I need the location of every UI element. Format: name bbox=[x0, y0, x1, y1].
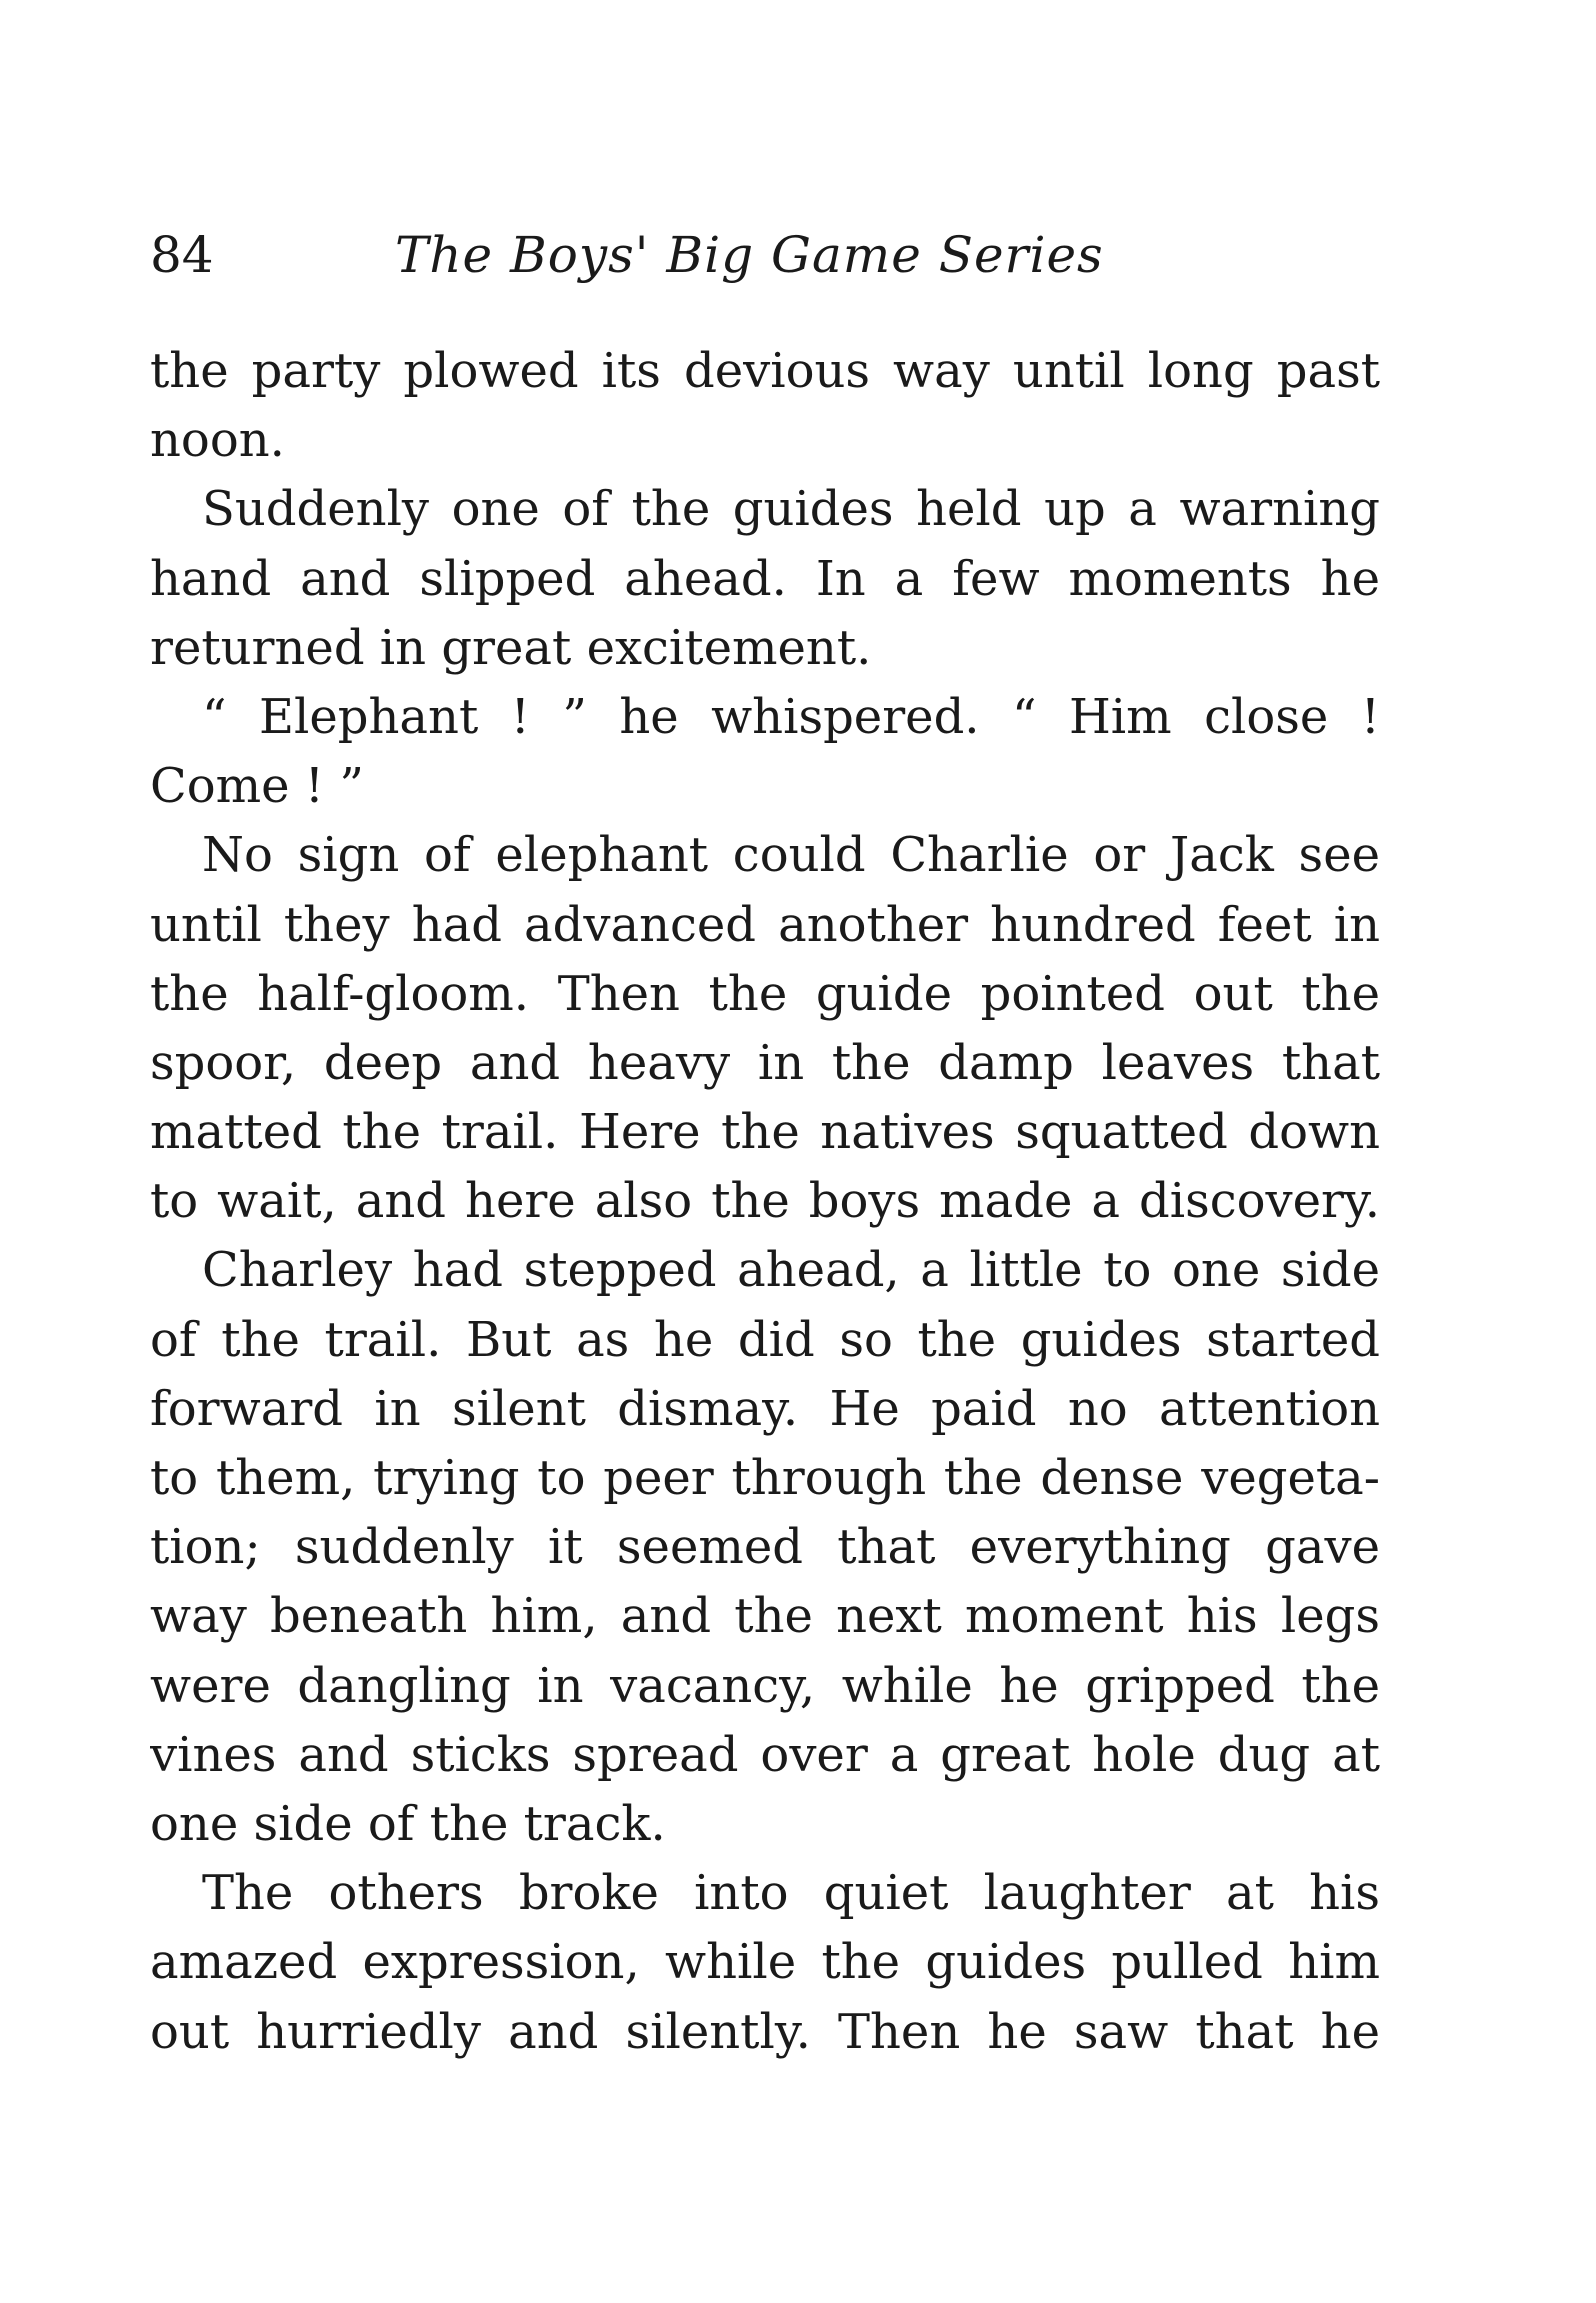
text-line: “ Elephant ! ” he whispered. “ Him close ! bbox=[202, 688, 1380, 745]
text-line: one side of the track. bbox=[150, 1795, 666, 1852]
text-line: noon. bbox=[150, 412, 285, 469]
text-line: matted the trail. Here the natives squatted down bbox=[150, 1104, 1380, 1161]
running-head bbox=[150, 225, 1380, 285]
text-line: tion; suddenly it seemed that everything gave bbox=[150, 1519, 1380, 1576]
running-title: The Boys' Big Game Series bbox=[395, 226, 1104, 284]
text-line: to wait, and here also the boys made a discovery. bbox=[150, 1173, 1380, 1230]
text-line: spoor, deep and heavy in the damp leaves that bbox=[150, 1034, 1380, 1091]
text-line: the party plowed its devious way until long past bbox=[150, 343, 1380, 399]
text-line: until they had advanced another hundred feet in bbox=[150, 896, 1380, 953]
text-line: out hurriedly and silently. Then he saw that he bbox=[150, 2003, 1380, 2060]
text-line: hand and slipped ahead. In a few moments he bbox=[150, 550, 1380, 607]
text-line: the half-gloom. Then the guide pointed out the bbox=[150, 965, 1380, 1022]
text-line: No sign of elephant could Charlie or Jack see bbox=[202, 827, 1380, 884]
text-line: Come ! ” bbox=[150, 758, 364, 815]
text-line: Suddenly one of the guides held up a warning bbox=[202, 481, 1380, 538]
text-line: The others broke into quiet laughter at his bbox=[202, 1865, 1380, 1922]
text-line: of the trail. But as he did so the guides started bbox=[150, 1311, 1380, 1368]
body-text bbox=[150, 337, 1380, 2067]
text-line: vines and sticks spread over a great hole dug at bbox=[150, 1726, 1380, 1783]
text-line: Charley had stepped ahead, a little to one side bbox=[202, 1242, 1380, 1299]
text-line: were dangling in vacancy, while he gripped the bbox=[150, 1657, 1380, 1714]
text-line: way beneath him, and the next moment his legs bbox=[150, 1588, 1380, 1645]
text-line: forward in silent dismay. He paid no attention bbox=[150, 1380, 1380, 1437]
page-number: 84 bbox=[150, 226, 214, 284]
text-line: returned in great excitement. bbox=[150, 619, 872, 676]
text-line: amazed expression, while the guides pulled him bbox=[150, 1934, 1380, 1991]
text-line: to them, trying to peer through the dense vegeta- bbox=[150, 1450, 1380, 1506]
